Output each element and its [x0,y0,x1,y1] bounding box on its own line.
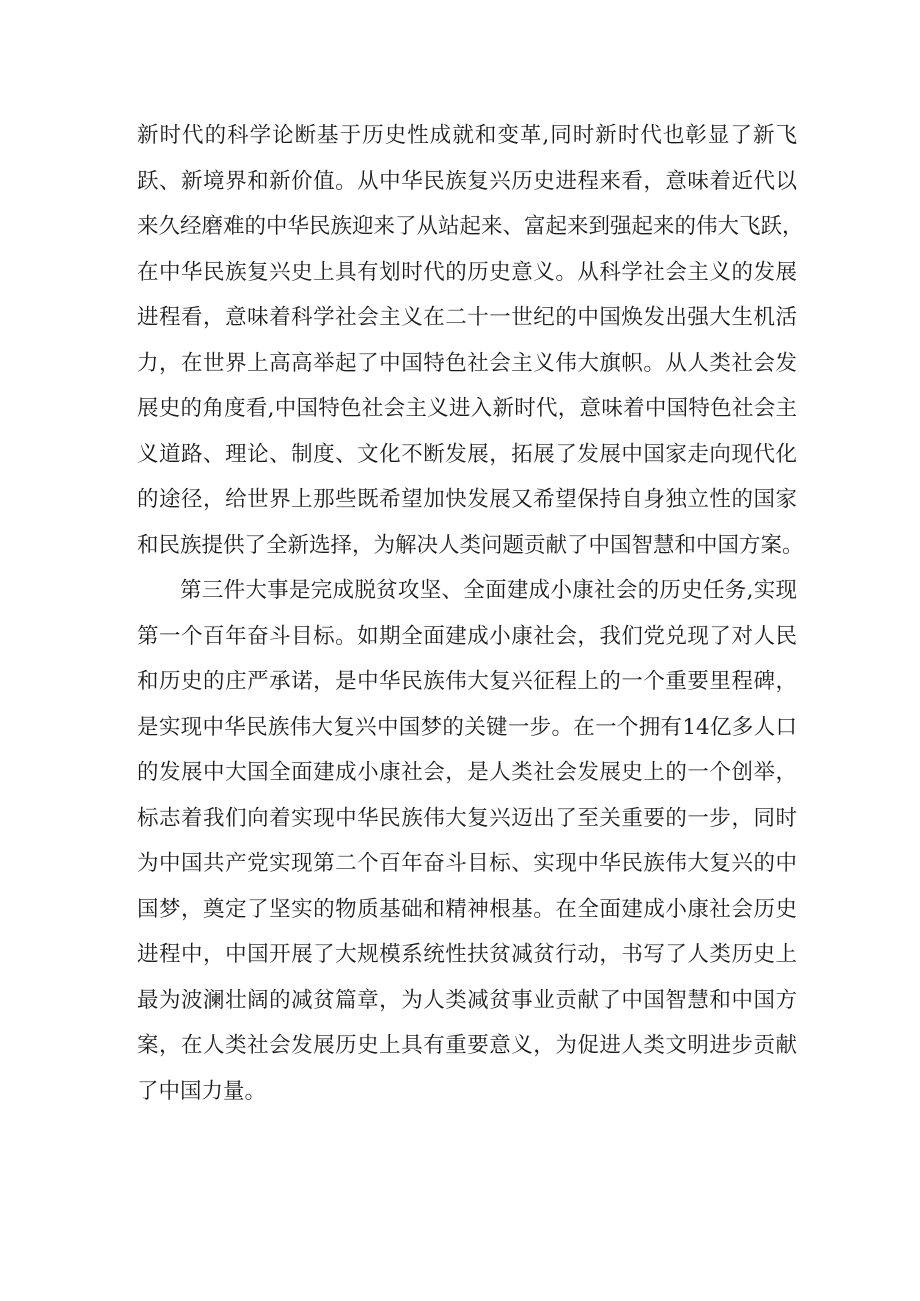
text-line: 跃、新境界和新价值。从中华民族复兴历史进程来看，意味着近代以 [137,168,797,194]
text-line: 标志着我们向着实现中华民族伟大复兴迈出了至关重要的一步，同时 [137,805,797,831]
text-line: 来久经磨难的中华民族迎来了从站起来、富起来到强起来的伟大飞跃， [137,214,804,239]
text-line: 国梦，奠定了坚实的物质基础和精神根基。在全面建成小康社会历史 [137,896,797,922]
text-line: 义道路、理论、制度、文化不断发展，拓展了发展中国家走向现代化 [137,441,797,467]
text-line: 进程看，意味着科学社会主义在二十一世纪的中国焕发出强大生机活 [137,305,797,330]
text-line: 为中国共产党实现第二个百年奋斗目标、实现中华民族伟大复兴的中 [137,851,797,876]
text-line: 是实现中华民族伟大复兴中国梦的关键一步。在一个拥有14亿多人口 [137,714,797,740]
text-line: 和历史的庄严承诺，是中华民族伟大复兴征程上的一个重要里程碑， [137,669,797,694]
text-line: 新时代的科学论断基于历史性成就和变革,同时新时代也彰显了新飞 [137,123,797,148]
body-text [137,113,804,1114]
text-line: 进程中，中国开展了大规模系统性扶贫减贫行动，书写了人类历史上 [137,942,797,967]
text-line: 在中华民族复兴史上具有划时代的历史意义。从科学社会主义的发展 [137,259,797,285]
text-line: 了中国力量。 [137,1078,267,1104]
text-line: 的发展中大国全面建成小康社会，是人类社会发展史上的一个创举， [137,760,797,785]
text-line: 的途径，给世界上那些既希望加快发展又希望保持自身独立性的国家 [137,487,797,512]
text-line: 和民族提供了全新选择，为解决人类问题贡献了中国智慧和中国方案。 [137,532,804,558]
text-line: 最为波澜壮阔的减贫篇章，为人类减贫事业贡献了中国智慧和中国方 [137,987,797,1013]
paragraph-start-line: 第三件大事是完成脱贫攻坚、全面建成小康社会的历史任务,实现 [180,578,797,603]
text-line: 力，在世界上高高举起了中国特色社会主义伟大旗帜。从人类社会发 [137,350,797,376]
text-line: 第一个百年奋斗目标。如期全面建成小康社会，我们党兑现了对人民 [137,623,797,649]
text-line: 展史的角度看,中国特色社会主义进入新时代，意味着中国特色社会主 [137,396,797,421]
text-line: 案，在人类社会发展历史上具有重要意义，为促进人类文明进步贡献 [137,1033,797,1058]
